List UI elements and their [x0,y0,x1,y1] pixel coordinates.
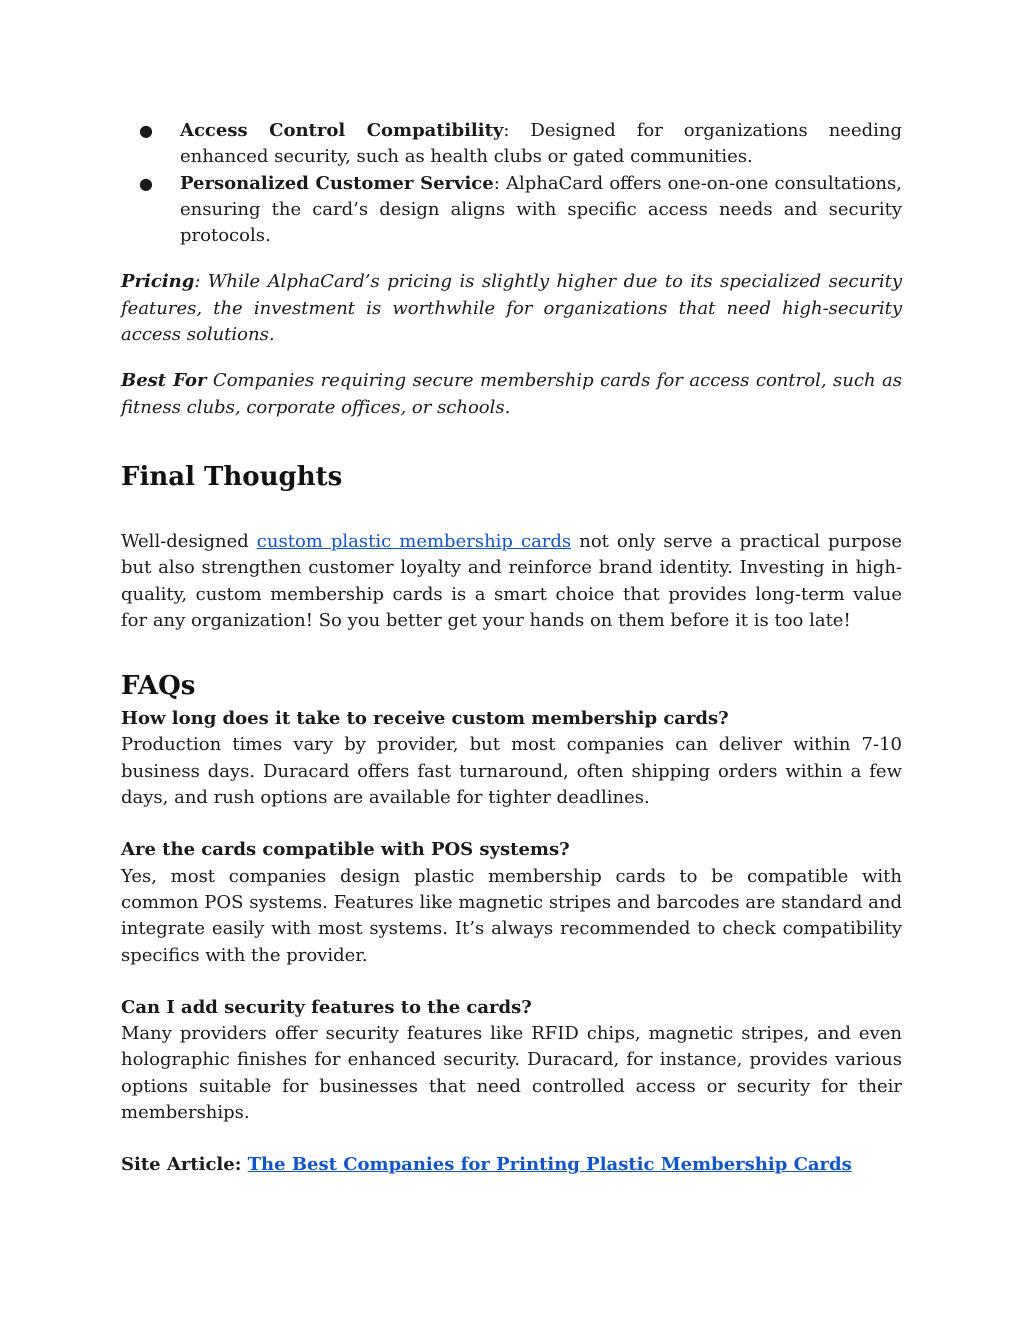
faq-question: Are the cards compatible with POS systems? [121,839,570,861]
feature-bullet-list [121,118,902,249]
site-article-link[interactable]: The Best Companies for Printing Plastic Membership Cards [247,1154,852,1176]
final-thoughts-heading: Final Thoughts [121,461,343,492]
bullet-dot-icon: ● [139,173,153,193]
site-article-label: Site Article: [121,1154,248,1176]
faq-item [121,837,902,968]
bullet-text: : Designed for organizations needing enhanced security, such as health clubs or gated communities. [180,120,902,168]
faqs-heading: FAQs [121,671,196,702]
bullet-term: Access Control Compatibility [180,120,504,141]
faq-answer: Production times vary by provider, but most companies can deliver within 7-10 business days. Duracard offers fast turnaround, often shipping orders within a few days, and rush options are available for tighter deadlines. [121,734,902,809]
document-page [121,118,902,1179]
bullet-text: : AlphaCard offers one-on-one consultations, ensuring the card’s design aligns with specific access needs and security protocols. [180,172,902,247]
final-thoughts-paragraph [121,529,902,634]
custom-membership-cards-link[interactable]: custom plastic membership cards [256,530,572,552]
pricing-text: : While AlphaCard’s pricing is slightly higher due to its specialized security features, the investment is worthwhile for organizations that need high-security access solutions. [121,271,902,346]
pricing-paragraph [121,269,902,348]
bullet-item-access-control [121,118,902,171]
faq-item [121,706,902,811]
faq-answer: Yes, most companies design plastic membership cards to be compatible with common POS systems. Features like magnetic stripes and barcodes are standard and integrate easily with most systems. It’s always recommended to check compatibility specifics with the provider. [121,865,902,966]
best-for-label: Best For [121,370,207,392]
faq-question: How long does it take to receive custom membership cards? [121,708,729,730]
pricing-label: Pricing [121,271,195,293]
site-article-line [121,1152,902,1178]
best-for-paragraph [121,368,902,421]
final-thoughts-text-before: Well-designed [121,530,257,552]
bullet-dot-icon: ● [139,121,153,140]
faq-answer: Many providers offer security features like RFID chips, magnetic stripes, and even holographic finishes for enhanced security. Duracard, for instance, provides various options suitable for businesses that need controlled access or security for their memberships. [121,1023,902,1124]
final-thoughts-text-after: not only serve a practical purpose but also strengthen customer loyalty and reinforce brand identity. Investing in high-quality, custom membership cards is a smart choice that provides long-term value for any organization! So you better get your hands on them before it is too late! [121,530,902,631]
faq-question: Can I add security features to the cards? [121,996,532,1018]
faq-item [121,995,902,1126]
bullet-term: Personalized Customer Service [180,172,494,194]
best-for-text: Companies requiring secure membership cards for access control, such as fitness clubs, corporate offices, or schools. [121,370,902,418]
bullet-item-customer-service [121,171,902,250]
